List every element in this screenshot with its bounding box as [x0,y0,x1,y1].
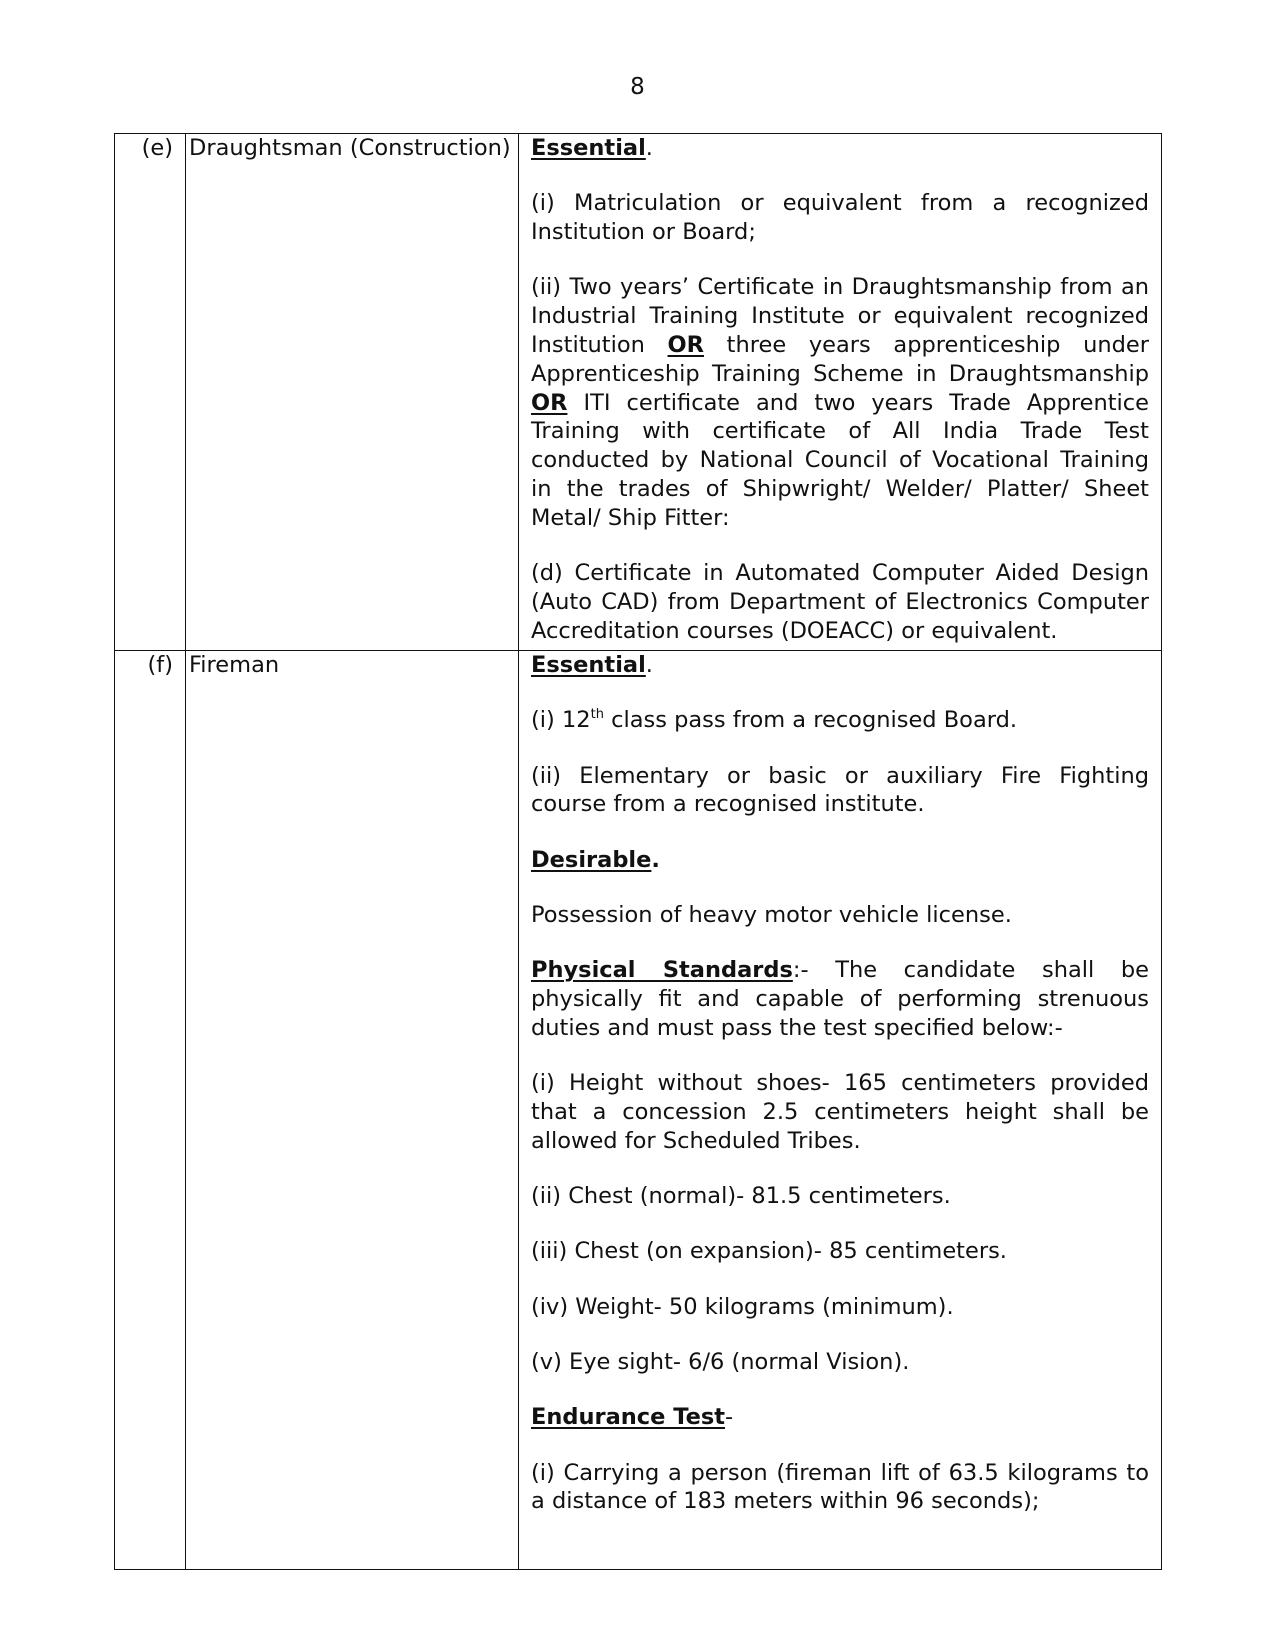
essential-heading-line [531,651,1149,680]
essential-heading-line [531,134,1149,163]
essential-heading: Essential [531,135,646,161]
requirement-item: (d) Certificate in Automated Computer Aided Design (Auto CAD) from Department of Electronics Computer Accreditation courses (DOEACC) or equivalent. [531,560,1149,644]
requirement-item: (i) Matriculation or equivalent from a recognized Institution or Board; [531,190,1149,246]
requirement-text: three years apprenticeship under Apprenticeship Training Scheme in Draughtsmanship [531,331,1149,387]
or-keyword: OR [667,331,704,358]
requirement-text: ITI certificate and two years Trade Apprentice Training with certificate of All India Trade Test conducted by National Council of Vocational Training in the trades of Shipwright/ Welder/ Platter/ Sheet Metal/ Ship Fitter: [531,389,1149,531]
heading-suffix: . [645,652,653,678]
desirable-text: Possession of heavy motor vehicle license. [531,901,1012,928]
heading-suffix: . [645,135,653,161]
requirements-cell [519,134,1162,651]
row-index: (f) [115,651,186,1570]
requirements-cell [519,651,1162,1570]
physical-item: (v) Eye sight- 6/6 (normal Vision). [531,1348,910,1375]
endurance-test-heading: Endurance Test [531,1404,726,1431]
heading-suffix: . [651,846,660,873]
requirement-text: (i) 12 [531,707,591,734]
requirement-text: class pass from a recognised Board. [603,707,1018,734]
physical-item: (ii) Chest (normal)- 81.5 centimeters. [531,1183,951,1210]
post-name: Draughtsman (Construction) [186,134,519,651]
or-keyword: OR [531,389,568,416]
post-name: Fireman [186,651,519,1570]
endurance-item: (i) Carrying a person (fireman lift of 63.5 kilograms to a distance of 183 meters within 96 seconds); [531,1459,1149,1515]
physical-standards-intro: :- The candidate shall be physically fit and capable of performing strenuous duties and must pass the test specified below:- [531,957,1149,1041]
ordinal-suffix: th [590,707,604,723]
desirable-heading: Desirable [531,846,652,873]
qualifications-table [114,133,1162,1570]
physical-item: (iv) Weight- 50 kilograms (minimum). [531,1293,954,1320]
physical-item: (iii) Chest (on expansion)- 85 centimeters. [531,1238,1007,1265]
physical-standards-heading: Physical Standards [531,957,793,984]
requirement-text: (ii) Two years’ Certificate in Draughtsmanship from an Industrial Training Institute or equivalent recognized Institution [531,274,1149,358]
physical-standards-paragraph [531,956,1149,1042]
essential-heading: Essential [531,652,646,678]
requirement-item: (ii) Elementary or basic or auxiliary Fire Fighting course from a recognised institute. [531,762,1149,818]
page-number: 8 [630,74,645,100]
row-index: (e) [115,134,186,651]
endurance-heading-line [531,1403,1149,1432]
requirement-item [531,273,1149,532]
table-row [115,651,1162,1570]
table-row [115,134,1162,651]
desirable-heading-line [531,846,1149,875]
requirement-item [531,706,1149,735]
physical-item: (i) Height without shoes- 165 centimeters provided that a concession 2.5 centimeters height shall be allowed for Scheduled Tribes. [531,1070,1149,1154]
heading-suffix: - [725,1404,734,1431]
